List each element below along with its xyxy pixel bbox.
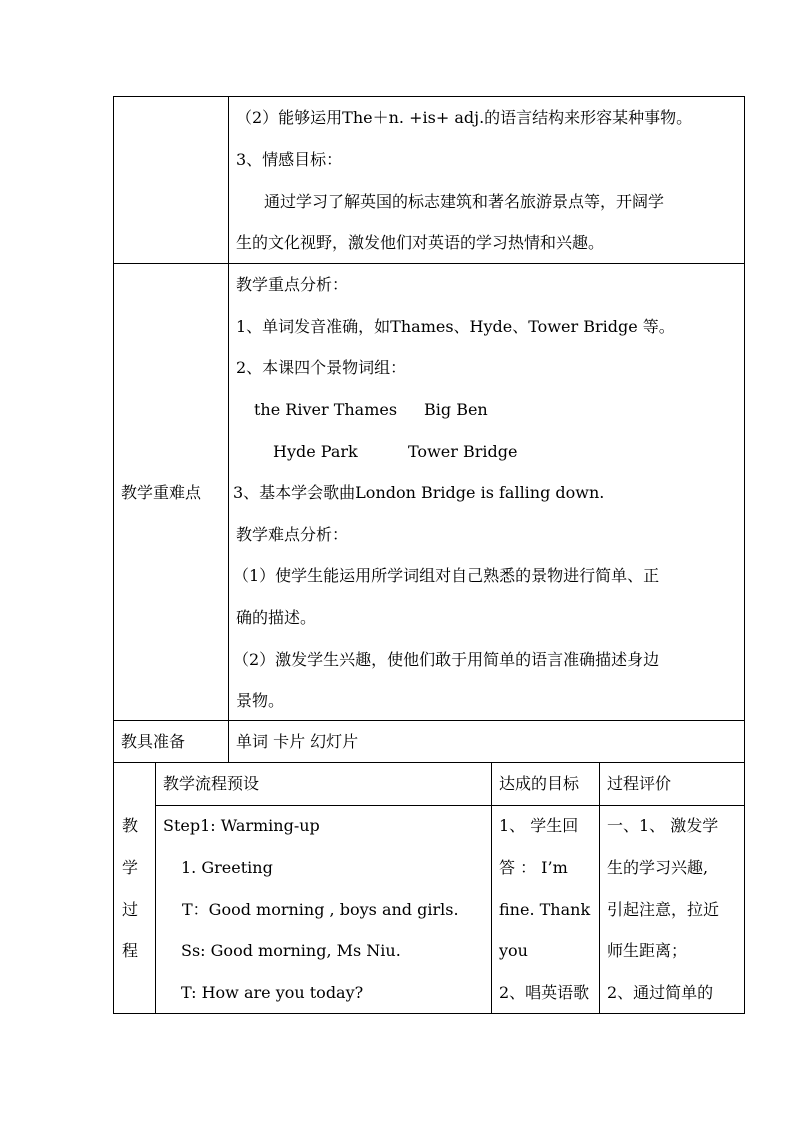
flow-step: Ss: Good morning, Ms Niu. [181, 941, 401, 960]
process-label-char: 学 [122, 858, 139, 877]
process-label-char: 教 [122, 816, 139, 835]
key-point-line: 3、基本学会歌曲London Bridge is falling down. [233, 483, 605, 502]
difficulty-line: （1）使学生能运用所学词组对自己熟悉的景物进行简单、正 [233, 566, 660, 585]
flow-step: T: How are you today? [181, 983, 364, 1002]
evaluation-line: 师生距离； [607, 941, 688, 960]
process-label-char: 程 [122, 941, 139, 960]
section-heading: 教学重点分析： [236, 275, 349, 294]
vocab-phrase: Big Ben [424, 400, 488, 419]
goal-line: 答 ： I’m [499, 858, 568, 877]
goal-line: 1、 学生回 [499, 816, 579, 835]
row-divider-2 [113, 720, 745, 721]
lesson-plan-table [113, 96, 745, 1014]
table-border-left [113, 96, 114, 1014]
objective-line: 生的文化视野，激发他们对英语的学习热情和兴趣。 [236, 233, 605, 252]
goal-column-divider [491, 762, 492, 1014]
flow-header: 教学流程预设 [163, 774, 260, 793]
vertical-label-divider [155, 762, 156, 1014]
flow-step: T：Good morning , boys and girls. [182, 900, 459, 919]
row-divider-3 [113, 762, 745, 763]
evaluation-line: 生的学习兴趣, [607, 858, 709, 877]
evaluation-header: 过程评价 [607, 774, 672, 793]
process-label-char: 过 [122, 900, 139, 919]
objective-heading: 3、情感目标： [236, 150, 343, 169]
goal-header: 达成的目标 [499, 774, 580, 793]
goal-line: you [499, 941, 528, 960]
difficulty-line: （2）激发学生兴趣，使他们敢于用简单的语言准确描述身边 [233, 650, 660, 669]
key-point-line: 2、本课四个景物词组： [236, 358, 407, 377]
teaching-aids-label: 教具准备 [121, 732, 186, 751]
difficulty-line: 确的描述。 [236, 608, 317, 627]
evaluation-line: 2、通过简单的 [607, 983, 714, 1002]
table-border-bottom [113, 1013, 745, 1014]
objective-line: （2）能够运用The＋n. +is+ adj.的语言结构来形容某种事物。 [236, 108, 693, 127]
goal-line: fine. Thank [499, 900, 591, 919]
header-divider [155, 805, 745, 806]
evaluation-column-divider [599, 762, 600, 1014]
goal-line: 2、唱英语歌 [499, 983, 590, 1002]
vocab-phrase: the River Thames [254, 400, 398, 419]
teaching-aids-value: 单词 卡片 幻灯片 [236, 732, 359, 751]
flow-step: Step1: Warming-up [163, 816, 320, 835]
vocab-phrase: Tower Bridge [408, 442, 518, 461]
objective-line: 通过学习了解英国的标志建筑和著名旅游景点等，开阔学 [264, 192, 665, 211]
table-border-right [744, 96, 745, 1014]
evaluation-line: 一、1、 激发学 [607, 816, 719, 835]
key-points-cell [229, 264, 744, 720]
difficulty-line: 景物。 [236, 691, 285, 710]
vocab-phrase: Hyde Park [273, 442, 358, 461]
section-heading: 教学难点分析： [236, 525, 349, 544]
evaluation-line: 引起注意，拉近 [607, 900, 720, 919]
key-points-label: 教学重难点 [121, 483, 202, 502]
key-point-line: 1、单词发音准确，如Thames、Hyde、Tower Bridge 等。 [236, 317, 675, 336]
flow-step: 1. Greeting [181, 858, 273, 877]
objectives-cell [229, 96, 744, 263]
